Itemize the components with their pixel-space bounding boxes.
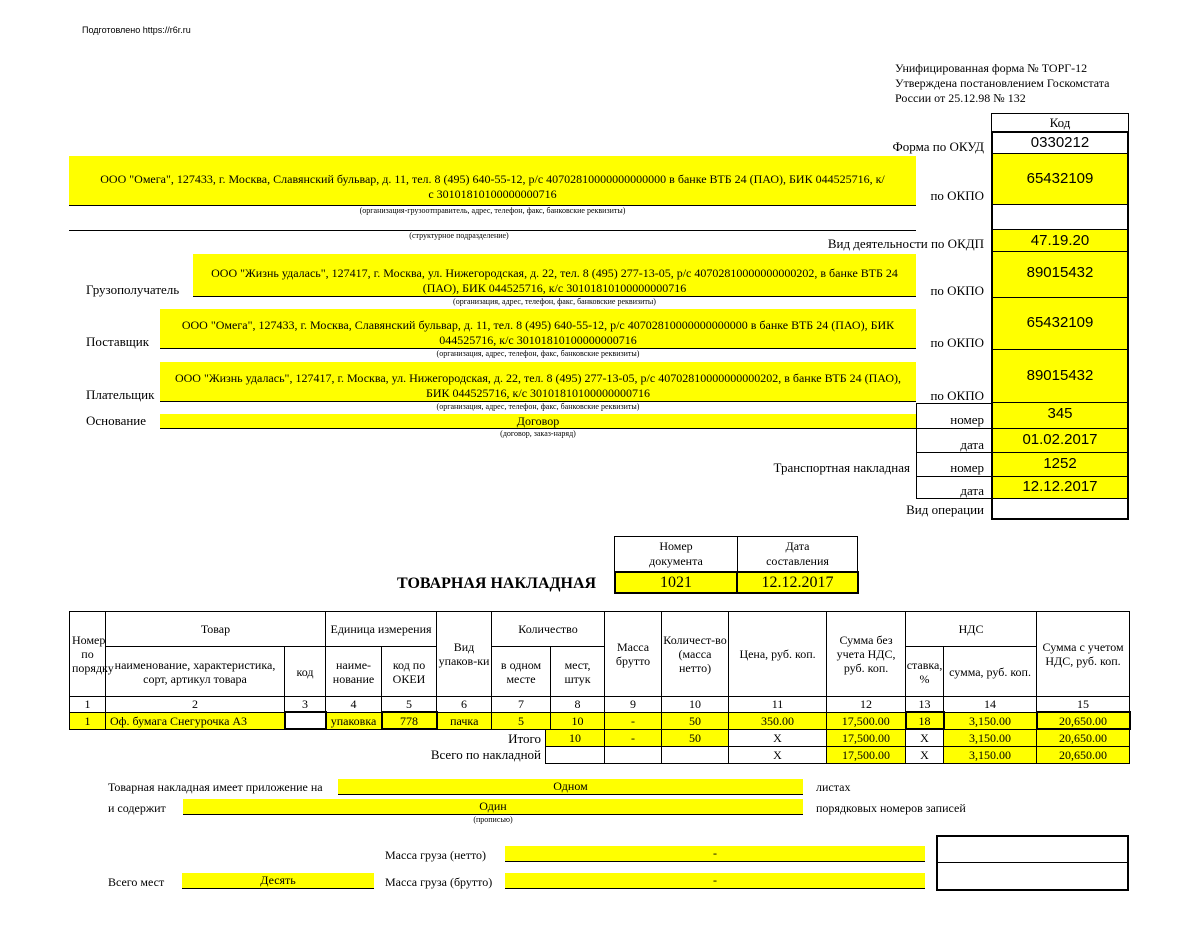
col-number: 8 <box>551 697 605 713</box>
okdp-code: 47.19.20 <box>993 230 1127 252</box>
payer-label: Плательщик <box>86 387 155 402</box>
grand-total-vat-sum: 3,150.00 <box>944 747 1037 764</box>
row-unit: упаковка <box>326 712 382 729</box>
sender-field: ООО "Омега", 127433, г. Москва, Славянский бульвар, д. 11, тел. 8 (495) 640-55-12, р/с 40702810000000000000 в банке ВТБ 24 (ПАО), БИК 044525716, к/с 30101810100000000716 <box>69 156 916 206</box>
total-row <box>546 730 1130 747</box>
row-vat-sum: 3,150.00 <box>944 712 1037 729</box>
mass-box <box>936 835 1129 891</box>
row-gross: - <box>605 712 662 729</box>
row-net: 50 <box>662 712 729 729</box>
gross-mass-label: Масса груза (брутто) <box>385 875 493 889</box>
column-numbers-row <box>70 697 1130 713</box>
col-number: 2 <box>106 697 285 713</box>
code-header: Код <box>991 113 1129 132</box>
transport-date-label: дата <box>960 483 984 498</box>
header-price: Цена, руб. коп. <box>729 612 827 697</box>
okpo-payer-code: 89015432 <box>993 350 1127 403</box>
header-gross: Масса брутто <box>605 612 662 697</box>
row-sum: 17,500.00 <box>827 712 906 729</box>
form-header-line2: Утверждена постановлением Госкомстата <box>895 76 1110 90</box>
col-number: 4 <box>326 697 382 713</box>
header-pack-type: Вид упаков-ки <box>437 612 492 697</box>
header-qty-net: Количест-во (масса нетто) <box>662 612 729 697</box>
transport-label: Транспортная накладная <box>773 460 910 475</box>
header-unit: Единица измерения <box>326 612 437 647</box>
contains-caption: (прописью) <box>473 815 513 824</box>
header-vat: НДС <box>906 612 1037 647</box>
divider <box>916 476 992 477</box>
totals-table <box>545 729 1130 764</box>
col-number: 14 <box>944 697 1037 713</box>
contains-label: и содержит <box>108 801 166 815</box>
division-caption: (структурное подразделение) <box>409 231 509 240</box>
col-number: 13 <box>906 697 944 713</box>
okpo-payer-label: по ОКПО <box>930 388 984 403</box>
col-number: 5 <box>382 697 437 713</box>
mass-box-divider <box>938 862 1127 863</box>
col-number: 10 <box>662 697 729 713</box>
places-total-value: Десять <box>182 873 374 889</box>
total-total: 20,650.00 <box>1037 730 1130 747</box>
total-gross: - <box>605 730 662 747</box>
records-label: порядковых номеров записей <box>816 801 966 815</box>
divider <box>916 428 992 429</box>
header-qty: Количество <box>492 612 605 647</box>
sheets-label: листах <box>816 780 851 794</box>
operation-code <box>993 499 1127 518</box>
grand-total-total: 20,650.00 <box>1037 747 1130 764</box>
doc-number-header: Номер документа <box>614 536 738 572</box>
header-qty-places: мест, штук <box>551 647 605 697</box>
attachment-label: Товарная накладная имеет приложение на <box>108 780 323 794</box>
contains-value: Один <box>183 799 803 815</box>
total-sum: 17,500.00 <box>827 730 906 747</box>
row-pack: пачка <box>437 712 492 729</box>
supplier-label: Поставщик <box>86 334 150 349</box>
prepared-by-note: Подготовлено https://r6r.ru <box>82 25 191 35</box>
col-number: 6 <box>437 697 492 713</box>
total-label: Итого <box>508 731 541 746</box>
row-name: Оф. бумага Снегурочка А3 <box>106 712 285 729</box>
total-places: 10 <box>546 730 605 747</box>
col-number: 7 <box>492 697 551 713</box>
grand-total-gross <box>605 747 662 764</box>
row-price: 350.00 <box>729 712 827 729</box>
header-unit-name: наиме-нование <box>326 647 382 697</box>
doc-date-header: Дата составления <box>737 536 858 572</box>
grand-total-net <box>662 747 729 764</box>
total-vat-rate: X <box>906 730 944 747</box>
places-total-label: Всего мест <box>108 875 165 889</box>
row-num: 1 <box>70 712 106 729</box>
okpo-sender-code: 65432109 <box>993 154 1127 205</box>
header-goods: Товар <box>106 612 326 647</box>
row-okei: 778 <box>382 712 437 729</box>
okpo-consignee-code: 89015432 <box>993 252 1127 298</box>
total-price: X <box>729 730 827 747</box>
okud-label: Форма по ОКУД <box>892 139 984 154</box>
doc-date: 12.12.2017 <box>736 571 859 594</box>
row-places: 10 <box>551 712 605 729</box>
division-code <box>993 205 1127 230</box>
header-num: Номер по порядку <box>70 612 106 697</box>
col-number: 12 <box>827 697 906 713</box>
header-vat-rate: ставка, % <box>906 647 944 697</box>
form-header-line1: Унифицированная форма № ТОРГ-12 <box>895 61 1088 75</box>
basis-date-label: дата <box>960 437 984 452</box>
grand-total-row <box>546 747 1130 764</box>
okdp-label: Вид деятельности по ОКДП <box>827 236 984 251</box>
header-sum-with-vat: Сумма с учетом НДС, руб. коп. <box>1037 612 1130 697</box>
transport-number-code: 1252 <box>993 453 1127 477</box>
basis-number-code: 345 <box>993 403 1127 429</box>
col-number: 9 <box>605 697 662 713</box>
col-number: 3 <box>285 697 326 713</box>
supplier-field: ООО "Омега", 127433, г. Москва, Славянский бульвар, д. 11, тел. 8 (495) 640-55-12, р/с 40702810000000000000 в банке ВТБ 24 (ПАО), БИК 044525716, к/с 30101810100000000716 <box>160 309 916 349</box>
consignee-field: ООО "Жизнь удалась", 127417, г. Москва, ул. Нижегородская, д. 22, тел. 8 (495) 277-13-05, р/с 40702810000000000202, в банке ВТБ 24 (ПАО), БИК 044525716, к/с 30101810100000000716 <box>193 254 916 297</box>
header-unit-okei: код по ОКЕИ <box>382 647 437 697</box>
basis-label: Основание <box>86 413 147 428</box>
net-mass-label: Масса груза (нетто) <box>385 848 487 862</box>
form-header <box>895 61 1109 106</box>
grand-total-label: Всего по накладной <box>430 747 541 762</box>
transport-number-label: номер <box>950 460 984 475</box>
okud-code: 0330212 <box>993 133 1127 154</box>
header-goods-name: наименование, характеристика, сорт, артикул товара <box>106 647 285 697</box>
okpo-supplier-label: по ОКПО <box>930 335 984 350</box>
row-vat-rate: 18 <box>906 712 944 729</box>
goods-table <box>69 611 1131 730</box>
consignee-caption: (организация, адрес, телефон, факс, банковские реквизиты) <box>453 297 656 306</box>
row-code <box>285 712 326 729</box>
basis-number-label: номер <box>950 412 984 427</box>
basis-date-code: 01.02.2017 <box>993 429 1127 453</box>
row-in-one: 5 <box>492 712 551 729</box>
total-net: 50 <box>662 730 729 747</box>
gross-mass-value: - <box>505 873 925 889</box>
header-sum-no-vat: Сумма без учета НДС, руб. коп. <box>827 612 906 697</box>
payer-caption: (организация, адрес, телефон, факс, банковские реквизиты) <box>436 402 640 411</box>
basis-field: Договор <box>160 414 916 429</box>
col-number: 15 <box>1037 697 1130 713</box>
okpo-supplier-code: 65432109 <box>993 298 1127 350</box>
col-number: 1 <box>70 697 106 713</box>
doc-number: 1021 <box>614 571 738 594</box>
row-total: 20,650.00 <box>1037 712 1130 729</box>
okpo-sender-label: по ОКПО <box>930 188 984 203</box>
table-row <box>70 712 1130 729</box>
form-header-line3: России от 25.12.98 № 132 <box>895 91 1026 105</box>
header-vat-sum: сумма, руб. коп. <box>944 647 1037 697</box>
grand-total-price: X <box>729 747 827 764</box>
doc-title: ТОВАРНАЯ НАКЛАДНАЯ <box>397 575 597 592</box>
operation-label: Вид операции <box>906 502 984 517</box>
basis-caption: (договор, заказ-наряд) <box>500 429 576 438</box>
total-vat-sum: 3,150.00 <box>944 730 1037 747</box>
transport-date-code: 12.12.2017 <box>993 477 1127 499</box>
okpo-consignee-label: по ОКПО <box>930 283 984 298</box>
payer-field: ООО "Жизнь удалась", 127417, г. Москва, ул. Нижегородская, д. 22, тел. 8 (495) 277-13-05, р/с 40702810000000000202, в банке ВТБ 24 (ПАО), БИК 044525716, к/с 30101810100000000716 <box>160 362 916 402</box>
supplier-caption: (организация, адрес, телефон, факс, банковские реквизиты) <box>436 349 640 358</box>
attachment-value: Одном <box>338 779 803 795</box>
header-qty-in-one: в одном месте <box>492 647 551 697</box>
grand-total-vat-rate: X <box>906 747 944 764</box>
col-number: 11 <box>729 697 827 713</box>
consignee-label: Грузополучатель <box>86 282 180 297</box>
grand-total-sum: 17,500.00 <box>827 747 906 764</box>
sender-caption: (организация-грузоотправитель, адрес, телефон, факс, банковские реквизиты) <box>359 206 626 215</box>
header-goods-code: код <box>285 647 326 697</box>
grand-total-places <box>546 747 605 764</box>
net-mass-value: - <box>505 846 925 862</box>
